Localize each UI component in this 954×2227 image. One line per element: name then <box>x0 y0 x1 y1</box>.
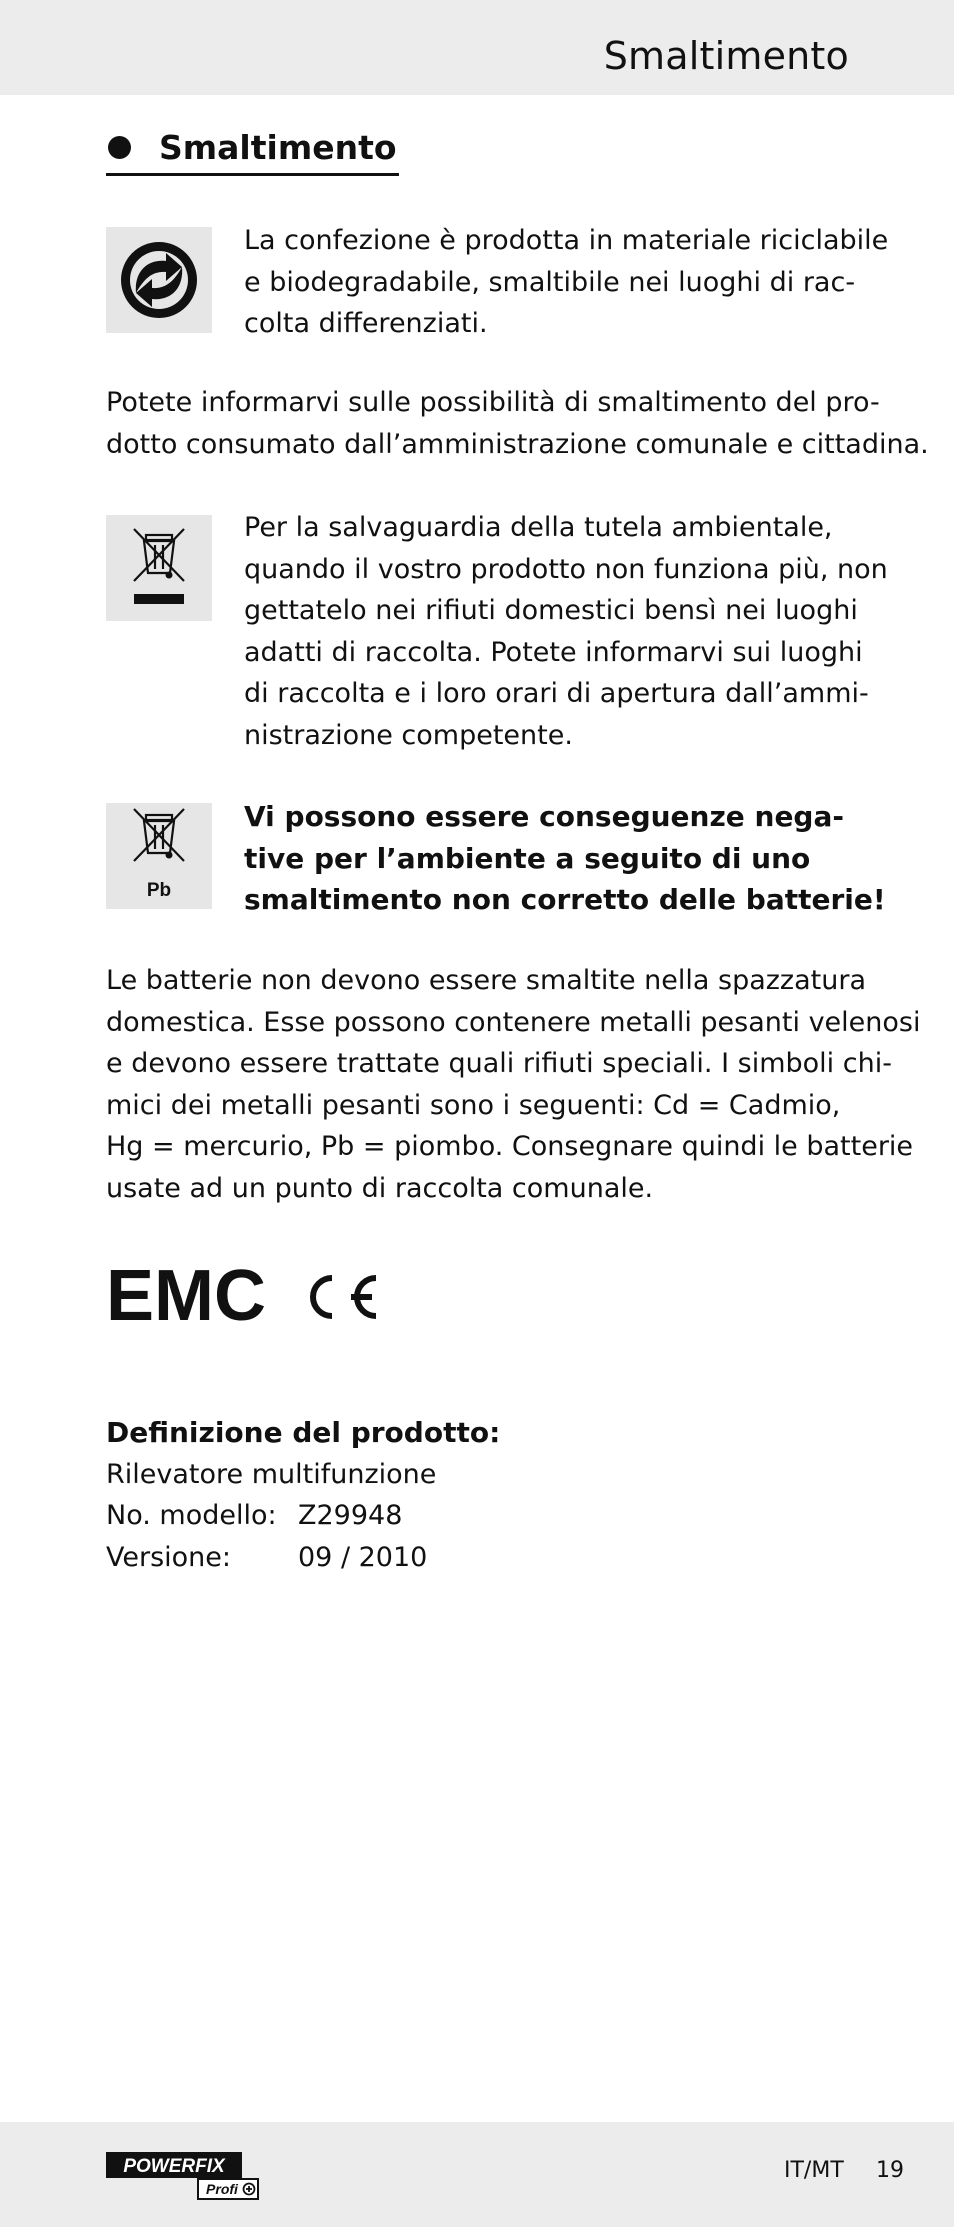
model-label: No. modello: <box>106 1500 277 1531</box>
text-line: adatti di raccolta. Potete informarvi sui luoghi <box>244 636 863 668</box>
paragraph-batteries <box>106 960 920 1209</box>
model-row <box>106 1495 500 1537</box>
ce-mark-icon <box>313 1278 376 1316</box>
text-line: mici dei metalli pesanti sono i seguenti: Cd = Cadmio, <box>106 1089 841 1121</box>
text-line: di raccolta e i loro orari di apertura dall’ammi- <box>244 678 869 709</box>
header-title: Smaltimento <box>603 34 849 78</box>
model-value: Z29948 <box>298 1500 403 1531</box>
text-line: colta differenziati. <box>244 308 488 339</box>
powerfix-logo <box>106 2150 266 2206</box>
text-line: Le batterie non devono essere smaltite nella spazzatura <box>106 965 866 996</box>
text-line: domestica. Esse possono contenere metalli pesanti velenosi <box>106 1006 921 1038</box>
paragraph-environment <box>244 507 888 756</box>
bullet-icon <box>108 136 131 159</box>
emc-ce-marks <box>106 1262 396 1332</box>
version-label: Versione: <box>106 1541 231 1573</box>
text-line: Hg = mercurio, Pb = piombo. Consegnare quindi le batterie <box>106 1131 914 1162</box>
product-name: Rilevatore multifunzione <box>106 1458 437 1490</box>
emc-mark: EMC <box>106 1262 266 1328</box>
battery-bin-icon <box>106 803 212 909</box>
text-line: e devono essere trattate quali rifiuti speciali. I simboli chi- <box>106 1048 892 1079</box>
definition-title: Definizione del prodotto: <box>106 1416 501 1449</box>
crossed-out-bin-icon <box>106 515 212 621</box>
version-row <box>106 1537 500 1579</box>
text-line: Vi possono essere conseguenze nega- <box>244 800 844 833</box>
version-value: 09 / 2010 <box>298 1541 428 1573</box>
section-heading <box>106 128 399 176</box>
header-bar <box>0 0 954 95</box>
text-line: quando il vostro prodotto non funziona più, non <box>244 553 888 585</box>
text-line: e biodegradabile, smaltibile nei luoghi di rac- <box>244 266 856 298</box>
brand-sub: Profi <box>206 2181 238 2197</box>
battery-pb-label: Pb <box>146 880 172 901</box>
text-line: La confezione è prodotta in materiale riciclabile <box>244 225 889 256</box>
product-definition <box>106 1412 500 1578</box>
recycle-icon <box>106 227 212 333</box>
footer-language: IT/MT <box>784 2158 844 2183</box>
section-title: Smaltimento <box>159 128 397 167</box>
text-line: nistrazione competente. <box>244 719 573 751</box>
paragraph-packaging <box>244 220 888 345</box>
text-line: usate ad un punto di raccolta comunale. <box>106 1172 654 1204</box>
text-line: Per la salvaguardia della tutela ambientale, <box>244 512 833 543</box>
page-number: 19 <box>876 2158 904 2183</box>
text-line: smaltimento non corretto delle batterie! <box>244 883 886 916</box>
warning-batteries <box>244 796 886 921</box>
text-line: tive per l’ambiente a seguito di uno <box>244 841 811 875</box>
paragraph-information <box>106 382 929 465</box>
text-line: gettatelo nei rifiuti domestici bensì nei luoghi <box>244 595 858 626</box>
brand-name: POWERFIX <box>123 2156 225 2177</box>
text-line: dotto consumato dall’amministrazione comunale e cittadina. <box>106 428 929 460</box>
text-line: Potete informarvi sulle possibilità di smaltimento del pro- <box>106 387 880 418</box>
